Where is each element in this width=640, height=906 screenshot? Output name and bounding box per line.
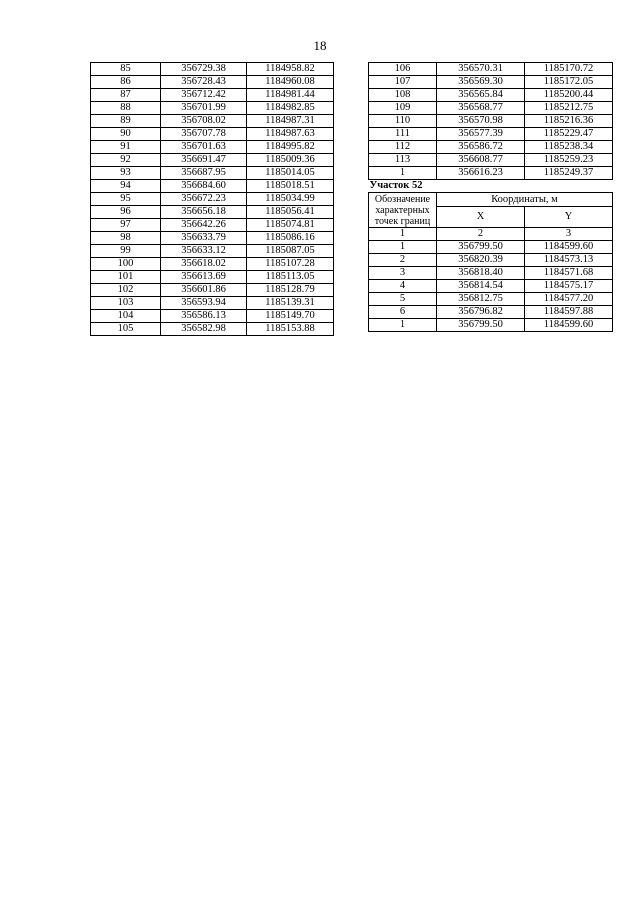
coordinate-y: 1185149.70 [247,310,334,323]
coordinate-x: 356608.77 [437,154,525,167]
point-number: 5 [369,293,437,306]
coordinate-x: 356814.54 [437,280,525,293]
table-row [91,206,334,219]
point-number: 106 [369,63,437,76]
coordinate-x: 356691.47 [161,154,247,167]
coordinate-y: 1185018.51 [247,180,334,193]
table-row [91,180,334,193]
table-row [369,267,613,280]
column-number-1: 1 [369,228,437,241]
table-row [91,310,334,323]
coordinate-y: 1184599.60 [525,319,613,332]
coordinate-y: 1184982.85 [247,102,334,115]
point-number: 87 [91,89,161,102]
coordinate-x: 356616.23 [437,167,525,180]
coordinate-y: 1185153.88 [247,323,334,336]
coordinate-y: 1184960.08 [247,76,334,89]
point-number: 93 [91,167,161,180]
coordinate-x: 356582.98 [161,323,247,336]
header-row [369,193,613,207]
coordinate-y: 1185009.36 [247,154,334,167]
column-number-3: 3 [525,228,613,241]
table-row [91,232,334,245]
table-row [91,102,334,115]
point-number: 90 [91,128,161,141]
coordinate-x: 356570.98 [437,115,525,128]
table-row [369,254,613,267]
point-number: 113 [369,154,437,167]
coordinate-y: 1185107.28 [247,258,334,271]
coordinate-x: 356565.84 [437,89,525,102]
table-row [369,128,613,141]
coordinate-y: 1185229.47 [525,128,613,141]
coordinate-y: 1185113.05 [247,271,334,284]
coordinate-x: 356799.50 [437,241,525,254]
point-number: 91 [91,141,161,154]
coordinate-x: 356569.30 [437,76,525,89]
table-row [369,154,613,167]
table-row [369,89,613,102]
point-number: 3 [369,267,437,280]
coordinate-x: 356729.38 [161,63,247,76]
coordinate-y: 1185170.72 [525,63,613,76]
coordinate-x: 356672.23 [161,193,247,206]
table-row [91,323,334,336]
coordinate-y: 1184573.13 [525,254,613,267]
point-number: 99 [91,245,161,258]
table-row [91,245,334,258]
column-number-row [369,228,613,241]
coordinate-y: 1185139.31 [247,297,334,310]
coordinate-x: 356799.50 [437,319,525,332]
coordinate-y: 1185259.23 [525,154,613,167]
point-number: 105 [91,323,161,336]
coordinate-x: 356820.39 [437,254,525,267]
coordinate-x: 356684.60 [161,180,247,193]
coordinate-x: 356586.72 [437,141,525,154]
table-row [91,115,334,128]
point-number: 97 [91,219,161,232]
coordinate-y: 1185087.05 [247,245,334,258]
point-number: 108 [369,89,437,102]
point-number: 102 [91,284,161,297]
coordinate-x: 356701.99 [161,102,247,115]
table-row [91,89,334,102]
point-number: 1 [369,241,437,254]
table-row [369,115,613,128]
point-number: 112 [369,141,437,154]
coordinate-x: 356586.13 [161,310,247,323]
coordinate-y: 1184571.68 [525,267,613,280]
coordinate-x: 356708.02 [161,115,247,128]
coordinate-x: 356728.43 [161,76,247,89]
table-row [91,258,334,271]
coordinate-x: 356633.79 [161,232,247,245]
point-number: 1 [369,167,437,180]
coordinate-x: 356618.02 [161,258,247,271]
table-row [91,284,334,297]
header-x: X [437,207,525,228]
coordinate-x: 356601.86 [161,284,247,297]
point-number: 104 [91,310,161,323]
point-number: 111 [369,128,437,141]
point-number: 88 [91,102,161,115]
point-number: 89 [91,115,161,128]
page-number: 18 [313,38,327,53]
coordinate-y: 1184958.82 [247,63,334,76]
point-number: 96 [91,206,161,219]
header-point-designation: Обозначение характерных точек границ [369,193,437,228]
coordinate-y: 1184987.31 [247,115,334,128]
point-number: 100 [91,258,161,271]
table-row [91,219,334,232]
point-number: 6 [369,306,437,319]
table-row [369,167,613,180]
point-number: 92 [91,154,161,167]
coordinate-y: 1184987.63 [247,128,334,141]
point-number: 2 [369,254,437,267]
coordinate-y: 1185212.75 [525,102,613,115]
table-row [369,306,613,319]
coordinate-x: 356796.82 [437,306,525,319]
coordinate-x: 356687.95 [161,167,247,180]
table-row [91,141,334,154]
coordinate-y: 1185249.37 [525,167,613,180]
point-number: 94 [91,180,161,193]
column-number-2: 2 [437,228,525,241]
coordinate-y: 1185034.99 [247,193,334,206]
coordinate-x: 356568.77 [437,102,525,115]
point-number: 95 [91,193,161,206]
coordinate-x: 356701.63 [161,141,247,154]
coordinate-x: 356818.40 [437,267,525,280]
table-row [91,297,334,310]
coordinate-x: 356613.69 [161,271,247,284]
table-row [369,141,613,154]
coordinate-y: 1185086.16 [247,232,334,245]
coordinate-x: 356656.18 [161,206,247,219]
table-row [369,319,613,332]
coordinate-y: 1185238.34 [525,141,613,154]
table-row [91,128,334,141]
coordinates-table-left [90,62,334,336]
coordinate-y: 1185216.36 [525,115,613,128]
section-title-row [369,180,613,193]
point-number: 85 [91,63,161,76]
table-row [91,167,334,180]
coordinate-y: 1185200.44 [525,89,613,102]
table-row [369,293,613,306]
point-number: 103 [91,297,161,310]
coordinate-x: 356707.78 [161,128,247,141]
coordinate-y: 1185172.05 [525,76,613,89]
point-number: 107 [369,76,437,89]
header-coordinates: Координаты, м [437,193,613,207]
coordinate-y: 1184577.20 [525,293,613,306]
coordinates-table-right [368,62,613,332]
table-row [369,102,613,115]
coordinate-y: 1184597.88 [525,306,613,319]
point-number: 109 [369,102,437,115]
point-number: 86 [91,76,161,89]
point-number: 1 [369,319,437,332]
section-title: Участок 52 [369,180,613,193]
point-number: 110 [369,115,437,128]
coordinate-y: 1184575.17 [525,280,613,293]
coordinate-x: 356570.31 [437,63,525,76]
coordinate-x: 356642.26 [161,219,247,232]
coordinate-x: 356812.75 [437,293,525,306]
coordinate-x: 356712.42 [161,89,247,102]
table-row [91,193,334,206]
coordinate-y: 1185056.41 [247,206,334,219]
table-row [369,76,613,89]
point-number: 98 [91,232,161,245]
coordinate-x: 356593.94 [161,297,247,310]
table-row [91,63,334,76]
table-row [369,63,613,76]
coordinate-y: 1184599.60 [525,241,613,254]
header-y: Y [525,207,613,228]
table-row [369,241,613,254]
coordinate-y: 1185128.79 [247,284,334,297]
point-number: 4 [369,280,437,293]
coordinate-y: 1184995.82 [247,141,334,154]
coordinate-x: 356633.12 [161,245,247,258]
point-number: 101 [91,271,161,284]
table-row [91,154,334,167]
coordinate-y: 1184981.44 [247,89,334,102]
coordinate-y: 1185074.81 [247,219,334,232]
table-row [91,271,334,284]
coordinate-y: 1185014.05 [247,167,334,180]
table-row [91,76,334,89]
table-row [369,280,613,293]
coordinate-x: 356577.39 [437,128,525,141]
